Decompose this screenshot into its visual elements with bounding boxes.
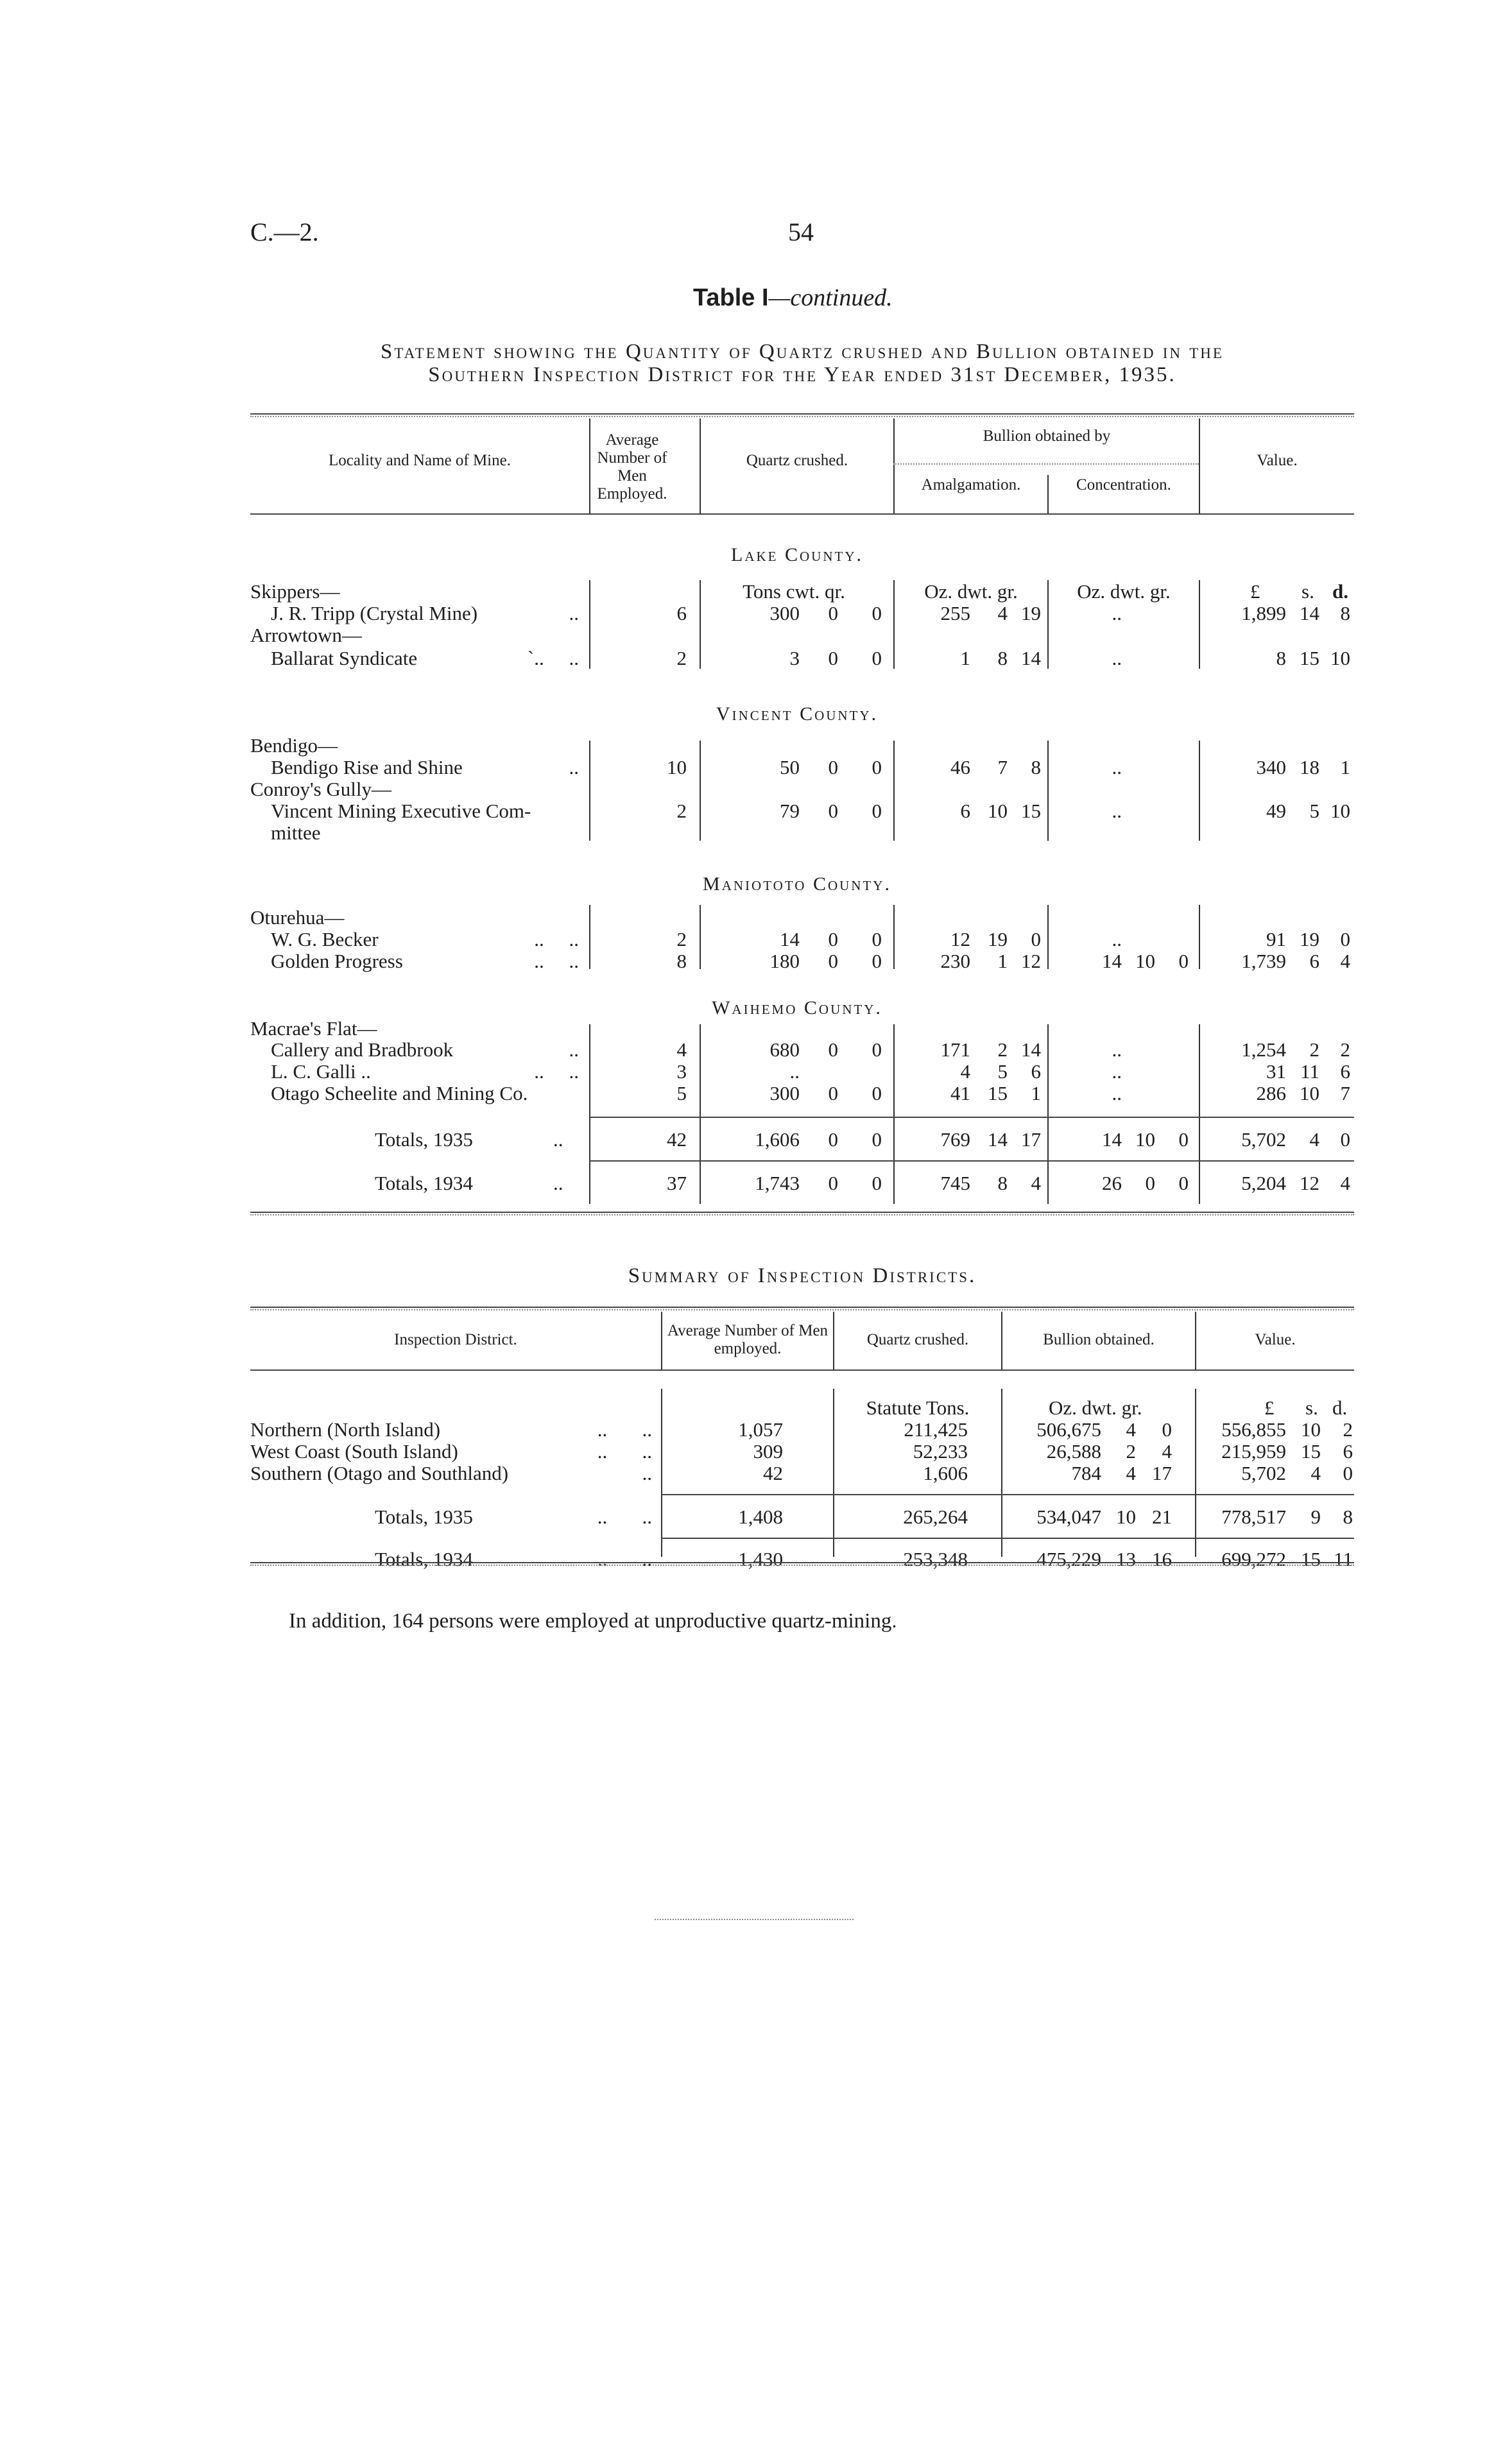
- value-pence: 0: [1343, 1462, 1353, 1484]
- men: 2: [676, 647, 687, 669]
- totals-dwt: 14: [988, 1128, 1008, 1151]
- totals-conc-dwt: 10: [1135, 1128, 1155, 1151]
- qr: 0: [872, 602, 882, 624]
- conc-oz: ..: [1112, 602, 1122, 624]
- oz: 506,675: [1036, 1418, 1101, 1441]
- totals-value-shillings: 9: [1310, 1506, 1321, 1528]
- mine-name: Ballarat Syndicate: [271, 647, 418, 669]
- rule: [250, 1307, 1354, 1308]
- header-quartz: Quartz crushed.: [746, 452, 848, 469]
- totals-label: Totals, 1935: [375, 1128, 473, 1151]
- value-pence: 10: [1330, 800, 1350, 822]
- tons: 211,425: [904, 1418, 968, 1441]
- unit-quartz: Tons cwt. qr.: [743, 580, 845, 603]
- value-pence: 2: [1343, 1418, 1353, 1441]
- gr: 8: [1031, 756, 1041, 778]
- rule: [250, 1214, 1354, 1215]
- leader-dots: ..: [569, 756, 579, 778]
- gr: 0: [1162, 1418, 1172, 1441]
- totals-oz: 475,229: [1036, 1548, 1101, 1570]
- summary-unit-value-pound: £: [1264, 1396, 1275, 1419]
- totals-oz: 769: [940, 1128, 970, 1151]
- conc-oz: ..: [1112, 1060, 1122, 1083]
- totals-value-pounds: 5,702: [1241, 1128, 1286, 1151]
- cwt: 0: [828, 602, 838, 624]
- leader-dots: .. ..: [534, 1060, 579, 1083]
- value-shillings: 18: [1300, 756, 1319, 778]
- rule: [700, 905, 701, 969]
- rule: [589, 905, 590, 969]
- dwt: 1: [997, 950, 1008, 972]
- rule: [661, 1494, 1354, 1495]
- district-name: Northern (North Island): [250, 1418, 441, 1441]
- page-number: 54: [788, 218, 814, 246]
- value-pounds: 8: [1276, 647, 1286, 669]
- value-shillings: 4: [1310, 1462, 1321, 1484]
- totals-gr: 21: [1152, 1506, 1172, 1528]
- totals-gr: 16: [1152, 1548, 1172, 1570]
- men: 10: [667, 756, 687, 778]
- totals-tons: 265,264: [903, 1506, 968, 1528]
- summary-header-men: Average Number of Men employed.: [667, 1322, 829, 1357]
- oz: 784: [1071, 1462, 1101, 1484]
- totals-conc-oz: 14: [1102, 1128, 1122, 1151]
- unit-concentration: Oz. dwt. gr.: [1077, 580, 1171, 603]
- conc-oz: ..: [1112, 756, 1122, 778]
- totals-cwt: 0: [828, 1172, 838, 1194]
- totals-value-pence: 8: [1343, 1506, 1353, 1528]
- rule: [1199, 1024, 1200, 1204]
- rule: [250, 513, 1354, 515]
- oz: 4: [960, 1060, 970, 1083]
- summary-unit-value-s: s.: [1305, 1396, 1318, 1419]
- leader-dots: ..: [642, 1462, 652, 1484]
- rule: [1199, 905, 1200, 969]
- gr: 17: [1152, 1462, 1172, 1484]
- summary-header-bullion: Bullion obtained.: [1043, 1331, 1155, 1348]
- gr: 15: [1021, 800, 1041, 822]
- totals-dwt: 13: [1116, 1548, 1136, 1570]
- table-title: [693, 284, 893, 312]
- tons: 300: [769, 602, 800, 624]
- group-oturehua: Oturehua—: [250, 906, 345, 929]
- value-pence: 6: [1343, 1440, 1353, 1463]
- county-vincent: Vincent County.: [716, 703, 879, 725]
- dwt: 10: [988, 800, 1008, 822]
- district-name: West Coast (South Island): [250, 1440, 458, 1463]
- value-pounds: 1,254: [1241, 1038, 1286, 1061]
- rule: [893, 741, 895, 841]
- value-pence: 2: [1340, 1038, 1350, 1061]
- cwt: 0: [828, 950, 838, 972]
- qr: 0: [872, 756, 882, 778]
- gr: 12: [1021, 950, 1041, 972]
- rule: [1047, 905, 1049, 969]
- men: 6: [676, 602, 687, 624]
- qr: 0: [872, 928, 882, 950]
- tons: 14: [780, 928, 800, 950]
- conc-gr: 0: [1178, 950, 1189, 972]
- rule: [589, 580, 590, 669]
- mine-name-continued: mittee: [271, 821, 321, 844]
- conc-dwt: 10: [1135, 950, 1155, 972]
- value-pounds: 286: [1256, 1082, 1286, 1104]
- totals-value-pence: 0: [1340, 1128, 1350, 1151]
- rule: [661, 1389, 662, 1557]
- table-title-italic: —continued.: [768, 284, 893, 311]
- header-bullion: Bullion obtained by: [983, 427, 1111, 445]
- tons: 180: [769, 950, 800, 972]
- gr: 6: [1031, 1060, 1041, 1083]
- gr: 14: [1021, 1038, 1041, 1061]
- rule: [893, 463, 1199, 465]
- totals-value-pounds: 778,517: [1221, 1506, 1286, 1528]
- totals-dwt: 10: [1116, 1506, 1136, 1528]
- value-pence: 0: [1340, 928, 1350, 950]
- dwt: 15: [988, 1082, 1008, 1104]
- totals-label: Totals, 1934: [375, 1548, 473, 1570]
- cwt: 0: [828, 756, 838, 778]
- value-shillings: 6: [1309, 950, 1319, 972]
- rule: [250, 1369, 1354, 1371]
- summary-header-value: Value.: [1255, 1331, 1296, 1348]
- totals-conc-gr: 0: [1178, 1128, 1189, 1151]
- mine-name: Vincent Mining Executive Com-: [271, 800, 531, 822]
- totals-men: 37: [667, 1172, 687, 1194]
- gr: 4: [1162, 1440, 1172, 1463]
- value-shillings: 14: [1300, 602, 1319, 624]
- summary-unit-quartz: Statute Tons.: [866, 1396, 970, 1419]
- summary-header-district: Inspection District.: [394, 1331, 517, 1348]
- rule: [250, 416, 1354, 417]
- mine-name: Bendigo Rise and Shine: [271, 756, 463, 778]
- leader-dots: .. ..: [597, 1506, 652, 1528]
- mine-name: L. C. Galli ..: [271, 1060, 371, 1083]
- dwt: 19: [988, 928, 1008, 950]
- totals-qr: 0: [872, 1172, 882, 1194]
- tons: 680: [769, 1038, 800, 1061]
- value-pounds: 1,899: [1241, 602, 1286, 624]
- rule: [250, 1309, 1354, 1310]
- conc-oz: ..: [1112, 1038, 1122, 1061]
- leader-dots: `.. ..: [527, 647, 579, 669]
- totals-conc-oz: 26: [1102, 1172, 1122, 1194]
- tons: 79: [780, 800, 800, 822]
- rule: [589, 1160, 1354, 1162]
- rule: [250, 1212, 1354, 1213]
- men: 2: [676, 800, 687, 822]
- tons: 300: [769, 1082, 800, 1104]
- conc-oz: ..: [1112, 800, 1122, 822]
- county-lake: Lake County.: [731, 544, 863, 565]
- district-name: Southern (Otago and Southland): [250, 1462, 509, 1484]
- leader-dots: .. ..: [597, 1440, 652, 1463]
- totals-value-pence: 11: [1334, 1548, 1353, 1570]
- dwt: 7: [997, 756, 1008, 778]
- summary-unit-bullion: Oz. dwt. gr.: [1049, 1396, 1142, 1419]
- qr: 0: [872, 950, 882, 972]
- tons: 3: [789, 647, 800, 669]
- men: 309: [753, 1440, 783, 1463]
- dwt: 5: [997, 1060, 1008, 1083]
- county-maniototo: Maniototo County.: [703, 873, 891, 895]
- totals-gr: 4: [1031, 1172, 1041, 1194]
- totals-tons: 253,348: [903, 1548, 968, 1570]
- value-pounds: 31: [1266, 1060, 1286, 1083]
- totals-gr: 17: [1021, 1128, 1041, 1151]
- dwt: 4: [1126, 1418, 1136, 1441]
- leader-dots: .. ..: [597, 1418, 652, 1441]
- totals-men: 1,408: [738, 1506, 783, 1528]
- qr: 0: [872, 1038, 882, 1061]
- totals-label: Totals, 1934: [375, 1172, 473, 1194]
- mine-name: Golden Progress: [271, 950, 403, 972]
- header-locality: Locality and Name of Mine.: [329, 452, 511, 469]
- totals-dwt: 8: [997, 1172, 1008, 1194]
- document-code: C.—2.: [250, 218, 319, 246]
- oz: 26,588: [1046, 1440, 1101, 1463]
- totals-value-shillings: 12: [1300, 1172, 1319, 1194]
- men: 42: [763, 1462, 783, 1484]
- totals-conc-gr: 0: [1178, 1172, 1189, 1194]
- dwt: 2: [997, 1038, 1008, 1061]
- footnote: In addition, 164 persons were employed at unproductive quartz-mining.: [289, 1610, 897, 1633]
- group-skippers: Skippers—: [250, 580, 340, 603]
- rule: [1199, 580, 1200, 669]
- statement-line-1: Statement showing the Quantity of Quartz crushed and Bullion obtained in the: [381, 340, 1224, 363]
- totals-oz: 745: [940, 1172, 970, 1194]
- rule: [1195, 1389, 1196, 1557]
- rule: [700, 1024, 701, 1204]
- value-pounds: 49: [1266, 800, 1286, 822]
- unit-value-d: d.: [1332, 580, 1348, 603]
- leader-dots: .. ..: [534, 950, 579, 972]
- rule: [1199, 741, 1200, 841]
- men: 4: [676, 1038, 687, 1061]
- oz: 46: [950, 756, 970, 778]
- oz: 1: [960, 647, 970, 669]
- value-pence: 4: [1340, 950, 1350, 972]
- leader-dots: ..: [553, 1128, 563, 1151]
- unit-value-pound: £: [1250, 580, 1260, 603]
- conc-oz: ..: [1112, 647, 1122, 669]
- totals-label: Totals, 1935: [375, 1506, 473, 1528]
- rule: [1001, 1389, 1002, 1557]
- rule: [893, 905, 895, 969]
- totals-value-pounds: 5,204: [1241, 1172, 1286, 1194]
- rule: [1047, 741, 1049, 841]
- totals-men: 42: [667, 1128, 687, 1151]
- value-shillings: 2: [1309, 1038, 1319, 1061]
- leader-dots: ..: [569, 1038, 579, 1061]
- value-pounds: 215,959: [1221, 1440, 1286, 1463]
- value-shillings: 5: [1309, 800, 1319, 822]
- gr: 0: [1031, 928, 1041, 950]
- rule: [1047, 1024, 1049, 1204]
- value-pence: 8: [1340, 602, 1350, 624]
- tons: 1,606: [923, 1462, 968, 1484]
- rule: [589, 1024, 590, 1204]
- rule: [700, 580, 701, 669]
- leader-dots: .. ..: [534, 928, 579, 950]
- cwt: 0: [828, 647, 838, 669]
- statement-line-2: Southern Inspection District for the Year ended 31st December, 1935.: [428, 363, 1176, 386]
- oz: 41: [950, 1082, 970, 1104]
- rule: [250, 1562, 1354, 1563]
- value-pounds: 1,739: [1241, 950, 1286, 972]
- conc-oz: 14: [1102, 950, 1122, 972]
- totals-cwt: 0: [828, 1128, 838, 1151]
- group-macraes: Macrae's Flat—: [250, 1017, 377, 1040]
- header-concentration: Concentration.: [1076, 476, 1171, 494]
- totals-value-shillings: 4: [1309, 1128, 1319, 1151]
- value-shillings: 15: [1301, 1440, 1321, 1463]
- dwt: 4: [1126, 1462, 1136, 1484]
- qr: 0: [872, 800, 882, 822]
- men: 5: [676, 1082, 687, 1104]
- oz: 6: [960, 800, 970, 822]
- mine-name: Otago Scheelite and Mining Co.: [271, 1082, 528, 1104]
- value-pence: 7: [1340, 1082, 1350, 1104]
- leader-dots: ..: [569, 602, 579, 624]
- men: 3: [676, 1060, 687, 1083]
- summary-header-quartz: Quartz crushed.: [866, 1331, 969, 1348]
- rule: [893, 580, 895, 669]
- cwt: 0: [828, 928, 838, 950]
- value-pounds: 556,855: [1221, 1418, 1286, 1441]
- gr: 14: [1021, 647, 1041, 669]
- totals-qr: 0: [872, 1128, 882, 1151]
- summary-unit-value-d: d.: [1332, 1396, 1348, 1419]
- value-pence: 6: [1340, 1060, 1350, 1083]
- value-pounds: 5,702: [1241, 1462, 1286, 1484]
- tons: 52,233: [913, 1440, 968, 1463]
- value-shillings: 15: [1300, 647, 1319, 669]
- oz: 12: [950, 928, 970, 950]
- unit-amalgamation: Oz. dwt. gr.: [924, 580, 1018, 603]
- value-shillings: 19: [1300, 928, 1319, 950]
- header-amalgamation: Amalgamation.: [921, 476, 1021, 494]
- conc-oz: ..: [1112, 928, 1122, 950]
- leader-dots: .. ..: [597, 1548, 652, 1570]
- qr: 0: [872, 647, 882, 669]
- mine-name: J. R. Tripp (Crystal Mine): [271, 602, 478, 624]
- totals-value-pence: 4: [1340, 1172, 1350, 1194]
- bottom-rule: [655, 1919, 854, 1920]
- rule: [589, 741, 590, 841]
- rule: [893, 1024, 895, 1204]
- oz: 255: [940, 602, 970, 624]
- oz: 171: [940, 1038, 970, 1061]
- gr: 1: [1031, 1082, 1041, 1104]
- rule: [250, 413, 1354, 415]
- value-pence: 1: [1340, 756, 1350, 778]
- dwt: 4: [997, 602, 1008, 624]
- header-value: Value.: [1257, 452, 1298, 469]
- unit-value-s: s.: [1302, 580, 1314, 603]
- mine-name: W. G. Becker: [271, 928, 379, 950]
- cwt: 0: [828, 1082, 838, 1104]
- dwt: 2: [1126, 1440, 1136, 1463]
- county-waihemo: Waihemo County.: [712, 997, 882, 1018]
- rule: [661, 1538, 1354, 1539]
- rule: [1047, 580, 1049, 669]
- value-pounds: 340: [1256, 756, 1286, 778]
- men: 1,057: [738, 1418, 783, 1441]
- value-pence: 10: [1330, 647, 1350, 669]
- dwt: 8: [997, 647, 1008, 669]
- totals-tons: 1,743: [755, 1172, 800, 1194]
- group-bendigo: Bendigo—: [250, 734, 338, 757]
- men: 8: [676, 950, 687, 972]
- men: 2: [676, 928, 687, 950]
- mine-name: Callery and Bradbrook: [271, 1038, 454, 1061]
- value-shillings: 10: [1301, 1418, 1321, 1441]
- totals-men: 1,430: [738, 1548, 783, 1570]
- cwt: 0: [828, 800, 838, 822]
- cwt: 0: [828, 1038, 838, 1061]
- table-title-bold: Table I: [693, 284, 769, 311]
- group-conroys: Conroy's Gully—: [250, 778, 392, 800]
- rule: [589, 1117, 1354, 1118]
- qr: 0: [872, 1082, 882, 1104]
- leader-dots: ..: [553, 1172, 563, 1194]
- summary-title: Summary of Inspection Districts.: [628, 1264, 977, 1287]
- tons: 50: [780, 756, 800, 778]
- value-shillings: 10: [1300, 1082, 1319, 1104]
- rule: [700, 741, 701, 841]
- rule: [250, 1565, 1354, 1566]
- value-shillings: 11: [1300, 1060, 1319, 1083]
- oz: 230: [940, 950, 970, 972]
- totals-tons: 1,606: [755, 1128, 800, 1151]
- conc-oz: ..: [1112, 1082, 1122, 1104]
- totals-conc-dwt: 0: [1145, 1172, 1155, 1194]
- header-men: Average Number of Men Employed.: [597, 431, 667, 502]
- gr: 19: [1021, 602, 1041, 624]
- group-arrowtown: Arrowtown—: [250, 624, 362, 646]
- totals-oz: 534,047: [1036, 1506, 1101, 1528]
- tons: ..: [789, 1060, 800, 1083]
- value-pounds: 91: [1266, 928, 1286, 950]
- totals-value-shillings: 15: [1301, 1548, 1321, 1570]
- totals-value-pounds: 699,272: [1221, 1548, 1286, 1570]
